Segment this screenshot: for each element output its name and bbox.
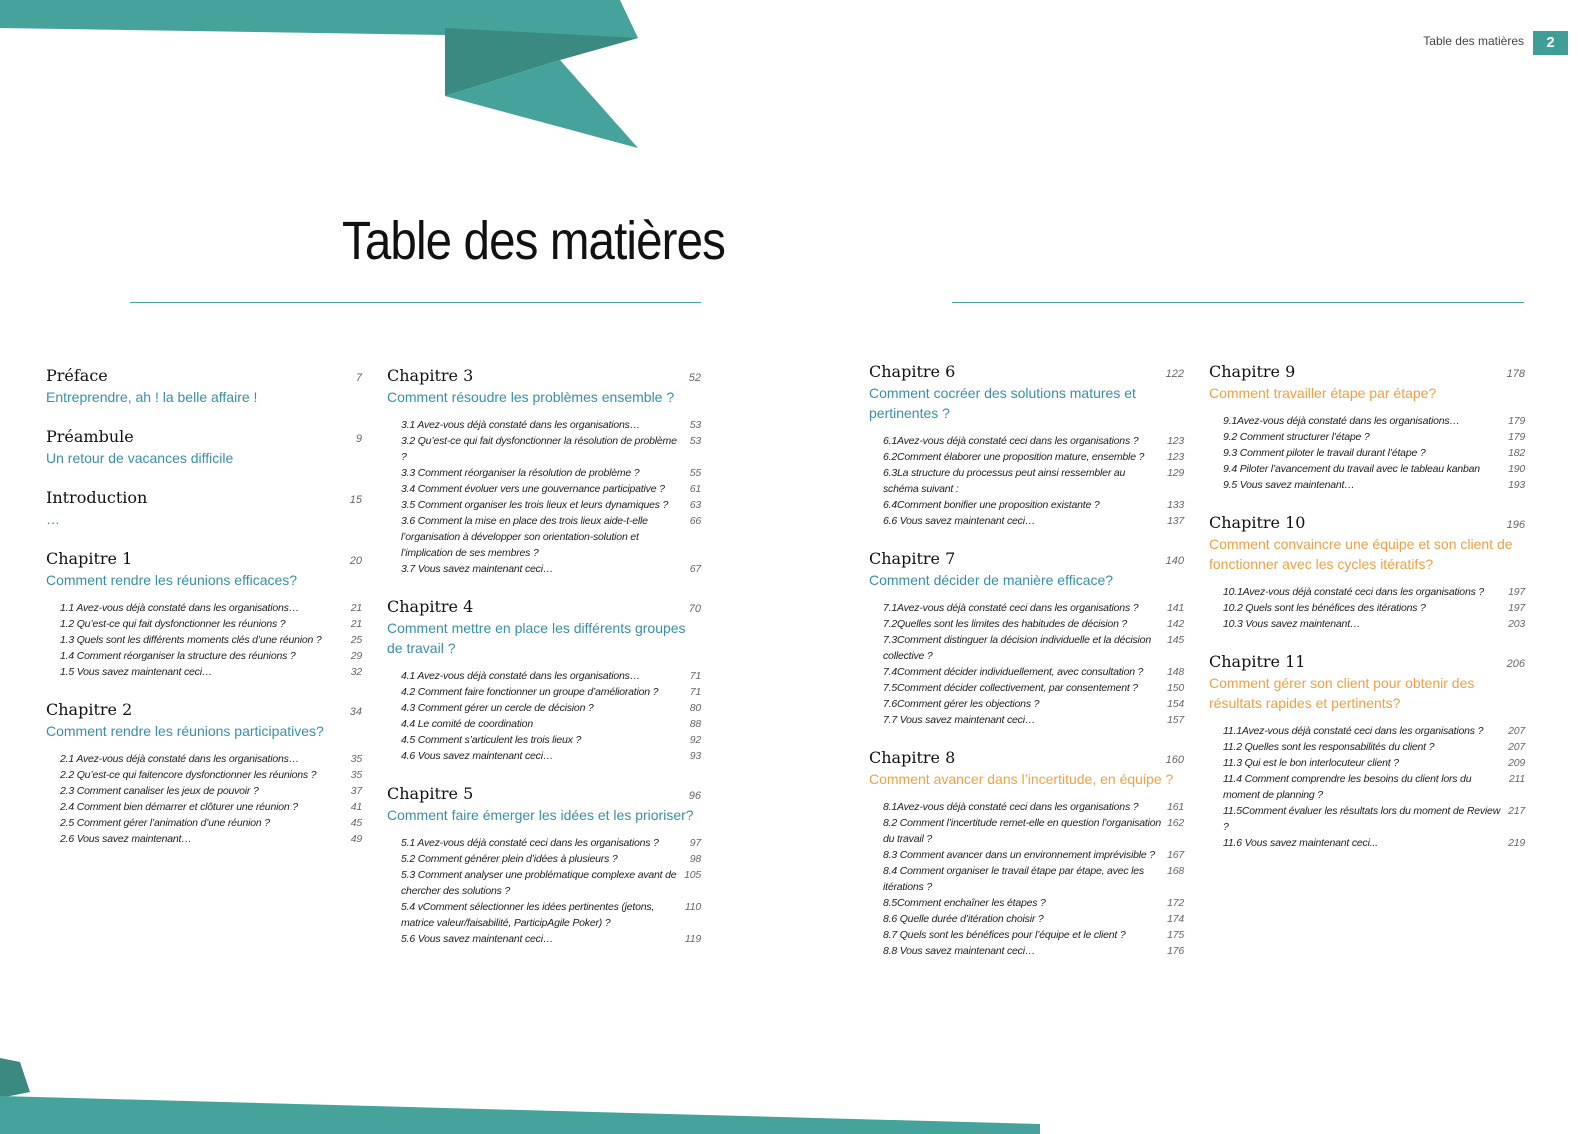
entry-page-number: 92 <box>689 734 701 746</box>
entry-title: 7.4Comment décider individuellement, avec consultation ? <box>883 666 1144 678</box>
entry-page-number: 190 <box>1508 463 1525 475</box>
section-page-number: 9 <box>355 433 362 445</box>
entry-title: 1.5 Vous savez maintenant ceci… <box>60 666 213 678</box>
entry-page-number: 197 <box>1508 586 1525 598</box>
entry-page-number: 55 <box>689 467 701 479</box>
page-number-badge: 2 <box>1533 31 1568 55</box>
toc-entry[interactable] <box>401 867 701 899</box>
section-heading <box>46 700 362 719</box>
entry-page-number: 133 <box>1167 499 1184 511</box>
section-subtitle[interactable]: Comment mettre en place les différents groupes de travail ? <box>387 620 686 656</box>
entry-page-number: 182 <box>1508 447 1525 459</box>
toc-section <box>869 362 1184 529</box>
entry-page-number: 53 <box>689 419 701 431</box>
toc-entry[interactable] <box>883 465 1184 497</box>
section-subtitle[interactable]: Comment décider de manière efficace? <box>869 572 1114 588</box>
entry-title: 1.2 Qu’est-ce qui fait dysfonctionner les réunions ? <box>60 618 286 630</box>
entry-page-number: 123 <box>1167 451 1184 463</box>
entry-page-number: 193 <box>1508 479 1525 491</box>
entry-title: 10.3 Vous savez maintenant… <box>1223 618 1361 630</box>
section-page-number: 34 <box>349 706 362 718</box>
toc-entry[interactable] <box>883 799 1184 815</box>
entry-title: 7.6Comment gérer les objections ? <box>883 698 1040 710</box>
toc-entry[interactable] <box>1223 803 1525 835</box>
entry-page-number: 35 <box>350 753 362 765</box>
entry-title: 11.5Comment évaluer les résultats lors du moment de Review ? <box>1223 805 1501 833</box>
entry-page-number: 129 <box>1167 467 1184 479</box>
entry-page-number: 93 <box>689 750 701 762</box>
toc-column-3 <box>869 362 1184 979</box>
section-page-number: 52 <box>688 372 701 384</box>
toc-entry[interactable] <box>1223 755 1525 771</box>
toc-entry[interactable] <box>1223 739 1525 755</box>
entry-page-number: 141 <box>1167 602 1184 614</box>
toc-entry[interactable] <box>60 831 362 847</box>
entry-title: 6.1Avez-vous déjà constaté ceci dans les organisations ? <box>883 435 1139 447</box>
entry-title: 2.6 Vous savez maintenant… <box>60 833 192 845</box>
toc-entry[interactable] <box>401 835 701 851</box>
section-subtitle[interactable]: Comment faire émerger les idées et les prioriser? <box>387 807 694 823</box>
toc-column-1 <box>46 366 362 867</box>
section-subtitle[interactable]: Comment rendre les réunions participatives? <box>46 723 324 739</box>
entry-page-number: 61 <box>689 483 701 495</box>
entry-page-number: 21 <box>350 618 362 630</box>
section-title[interactable]: Chapitre 5 <box>387 784 474 803</box>
section-subtitle[interactable]: Comment avancer dans l’incertitude, en équipe ? <box>869 771 1174 787</box>
toc-entry[interactable] <box>1223 461 1525 477</box>
toc-entry[interactable] <box>60 799 362 815</box>
entry-title: 5.2 Comment générer plein d’idées à plusieurs ? <box>401 853 618 865</box>
toc-entry[interactable] <box>883 632 1184 664</box>
entry-page-number: 209 <box>1508 757 1525 769</box>
entry-page-number: 97 <box>689 837 701 849</box>
section-page-number: 15 <box>349 494 362 506</box>
section-title[interactable]: Chapitre 4 <box>387 597 474 616</box>
toc-entry[interactable] <box>883 863 1184 895</box>
entry-page-number: 154 <box>1167 698 1184 710</box>
entry-page-number: 35 <box>350 769 362 781</box>
section-subtitle[interactable]: Entreprendre, ah ! la belle affaire ! <box>46 389 258 405</box>
section-subtitle[interactable]: Un retour de vacances difficile <box>46 450 234 466</box>
entry-page-number: 219 <box>1508 837 1525 849</box>
title-rule-left <box>130 302 701 303</box>
entry-title: 5.6 Vous savez maintenant ceci… <box>401 933 554 945</box>
toc-entry[interactable] <box>401 513 701 561</box>
section-heading <box>46 366 362 385</box>
toc-entry[interactable] <box>401 851 701 867</box>
toc-column-4 <box>1209 362 1525 871</box>
entry-page-number: 37 <box>350 785 362 797</box>
toc-entry[interactable] <box>1223 584 1525 600</box>
toc-entry[interactable] <box>1223 477 1525 493</box>
section-subtitle[interactable]: … <box>46 511 60 527</box>
entry-title: 4.4 Le comité de coordination <box>401 718 533 730</box>
entry-title: 8.7 Quels sont les bénéfices pour l’équipe et le client ? <box>883 929 1126 941</box>
section-heading <box>387 597 701 616</box>
section-title[interactable]: Chapitre 3 <box>387 366 474 385</box>
entry-page-number: 203 <box>1508 618 1525 630</box>
toc-entry[interactable] <box>401 561 701 577</box>
entry-page-number: 207 <box>1508 725 1525 737</box>
toc-entry[interactable] <box>883 680 1184 696</box>
entry-page-number: 179 <box>1508 431 1525 443</box>
entry-title: 11.2 Quelles sont les responsabilités du client ? <box>1223 741 1435 753</box>
section-subtitle[interactable]: Comment rendre les réunions efficaces? <box>46 572 298 588</box>
entry-page-number: 172 <box>1167 897 1184 909</box>
toc-section <box>1209 362 1525 493</box>
toc-entry[interactable] <box>401 700 701 716</box>
entry-list <box>869 433 1184 529</box>
running-header: Table des matières <box>1423 34 1524 48</box>
toc-entry[interactable] <box>883 696 1184 712</box>
entry-title: 9.4 Piloter l’avancement du travail avec le tableau kanban <box>1223 463 1480 475</box>
entry-page-number: 162 <box>1167 817 1184 829</box>
entry-page-number: 88 <box>689 718 701 730</box>
entry-title: 4.5 Comment s’articulent les trois lieux ? <box>401 734 582 746</box>
toc-entry[interactable] <box>883 815 1184 847</box>
toc-entry[interactable] <box>1223 835 1525 851</box>
entry-list <box>1209 723 1525 851</box>
section-heading <box>1209 362 1525 381</box>
section-subtitle[interactable]: Comment cocréer des solutions matures et pertinentes ? <box>869 385 1136 421</box>
section-page-number: 7 <box>355 372 362 384</box>
section-heading <box>869 362 1184 381</box>
section-page-number: 206 <box>1506 658 1525 670</box>
entry-page-number: 217 <box>1508 805 1525 817</box>
entry-title: 8.8 Vous savez maintenant ceci… <box>883 945 1036 957</box>
entry-title: 6.4Comment bonifier une proposition existante ? <box>883 499 1100 511</box>
toc-entry[interactable] <box>883 895 1184 911</box>
entry-page-number: 148 <box>1167 666 1184 678</box>
toc-section <box>46 488 362 529</box>
toc-column-2 <box>387 366 701 967</box>
entry-title: 8.5Comment enchaîner les étapes ? <box>883 897 1046 909</box>
toc-entry[interactable] <box>883 433 1184 449</box>
entry-page-number: 21 <box>350 602 362 614</box>
entry-page-number: 66 <box>689 515 701 527</box>
entry-title: 3.3 Comment réorganiser la résolution de problème ? <box>401 467 640 479</box>
entry-title: 8.6 Quelle durée d’itération choisir ? <box>883 913 1044 925</box>
entry-title: 6.2Comment élaborer une proposition mature, ensemble ? <box>883 451 1145 463</box>
section-title[interactable]: Introduction <box>46 488 148 507</box>
entry-title: 10.1Avez-vous déjà constaté ceci dans les organisations ? <box>1223 586 1484 598</box>
toc-entry[interactable] <box>60 783 362 799</box>
entry-title: 8.2 Comment l’incertitude remet-elle en question l’organisation du travail ? <box>883 817 1162 845</box>
toc-entry[interactable] <box>883 911 1184 927</box>
toc-entry[interactable] <box>883 927 1184 943</box>
entry-page-number: 80 <box>689 702 701 714</box>
toc-section <box>46 366 362 407</box>
entry-page-number: 211 <box>1508 773 1525 785</box>
toc-section <box>46 427 362 468</box>
page-title: Table des matières <box>342 211 726 271</box>
toc-entry[interactable] <box>60 815 362 831</box>
section-heading <box>1209 513 1525 532</box>
entry-list <box>46 600 362 680</box>
section-page-number: 178 <box>1506 368 1525 380</box>
entry-title: 7.1Avez-vous déjà constaté ceci dans les organisations ? <box>883 602 1139 614</box>
toc-entry[interactable] <box>401 481 701 497</box>
entry-list <box>387 417 701 577</box>
entry-page-number: 161 <box>1167 801 1184 813</box>
entry-page-number: 150 <box>1167 682 1184 694</box>
entry-page-number: 142 <box>1167 618 1184 630</box>
toc-entry[interactable] <box>401 497 701 513</box>
toc-section <box>1209 513 1525 632</box>
entry-page-number: 145 <box>1167 634 1184 646</box>
entry-page-number: 71 <box>689 670 701 682</box>
entry-title: 4.6 Vous savez maintenant ceci… <box>401 750 554 762</box>
toc-section <box>387 784 701 947</box>
toc-entry[interactable] <box>883 497 1184 513</box>
section-page-number: 122 <box>1165 368 1184 380</box>
entry-page-number: 207 <box>1508 741 1525 753</box>
entry-title: 10.2 Quels sont les bénéfices des itérations ? <box>1223 602 1426 614</box>
entry-title: 4.1 Avez-vous déjà constaté dans les organisations… <box>401 670 641 682</box>
toc-section <box>46 549 362 680</box>
toc-section <box>387 597 701 764</box>
toc-section <box>387 366 701 577</box>
toc-entry[interactable] <box>401 716 701 732</box>
entry-title: 11.4 Comment comprendre les besoins du client lors du moment de planning ? <box>1223 773 1472 801</box>
entry-page-number: 137 <box>1167 515 1184 527</box>
toc-entry[interactable] <box>401 417 701 433</box>
toc-entry[interactable] <box>401 684 701 700</box>
entry-title: 1.1 Avez-vous déjà constaté dans les organisations… <box>60 602 300 614</box>
entry-title: 1.3 Quels sont les différents moments clés d’une réunion ? <box>60 634 322 646</box>
entry-page-number: 123 <box>1167 435 1184 447</box>
entry-title: 4.3 Comment gérer un cercle de décision ? <box>401 702 594 714</box>
section-page-number: 20 <box>349 555 362 567</box>
entry-title: 9.1Avez-vous déjà constaté dans les organisations… <box>1223 415 1460 427</box>
section-subtitle[interactable]: Comment résoudre les problèmes ensemble ? <box>387 389 675 405</box>
entry-title: 1.4 Comment réorganiser la structure des réunions ? <box>60 650 296 662</box>
entry-page-number: 32 <box>350 666 362 678</box>
toc-entry[interactable] <box>401 899 701 931</box>
entry-page-number: 105 <box>684 869 701 881</box>
toc-section <box>869 549 1184 728</box>
entry-title: 9.2 Comment structurer l’étape ? <box>1223 431 1370 443</box>
entry-page-number: 119 <box>684 933 701 945</box>
entry-title: 3.1 Avez-vous déjà constaté dans les organisations… <box>401 419 641 431</box>
entry-title: 5.3 Comment analyser une problématique complexe avant de chercher des solutions ? <box>401 869 677 897</box>
entry-page-number: 179 <box>1508 415 1525 427</box>
section-subtitle[interactable]: Comment gérer son client pour obtenir des résultats rapides et pertinents? <box>1209 675 1475 711</box>
toc-entry[interactable] <box>60 664 362 680</box>
section-heading <box>387 784 701 803</box>
entry-title: 3.2 Qu’est-ce qui fait dysfonctionner la résolution de problème ? <box>401 435 677 463</box>
section-subtitle[interactable]: Comment travailler étape par étape? <box>1209 385 1437 401</box>
toc-entry[interactable] <box>60 767 362 783</box>
section-page-number: 96 <box>688 790 701 802</box>
entry-page-number: 167 <box>1167 849 1184 861</box>
section-page-number: 160 <box>1165 754 1184 766</box>
entry-title: 3.7 Vous savez maintenant ceci… <box>401 563 554 575</box>
toc-entry[interactable] <box>401 668 701 684</box>
entry-title: 2.2 Qu’est-ce qui faitencore dysfonctionner les réunions ? <box>60 769 317 781</box>
toc-entry[interactable] <box>401 732 701 748</box>
section-title[interactable]: Chapitre 10 <box>1209 513 1306 532</box>
toc-entry[interactable] <box>60 751 362 767</box>
entry-list <box>387 668 701 764</box>
entry-page-number: 63 <box>689 499 701 511</box>
entry-title: 2.3 Comment canaliser les jeux de pouvoir ? <box>60 785 259 797</box>
toc-entry[interactable] <box>883 712 1184 728</box>
section-heading <box>1209 652 1525 671</box>
section-title[interactable]: Chapitre 11 <box>1209 652 1306 671</box>
entry-title: 4.2 Comment faire fonctionner un groupe d’amélioration ? <box>401 686 659 698</box>
toc-entry[interactable] <box>883 664 1184 680</box>
entry-page-number: 53 <box>689 435 701 447</box>
entry-title: 2.5 Comment gérer l’animation d’une réunion ? <box>60 817 270 829</box>
section-page-number: 140 <box>1165 555 1184 567</box>
entry-title: 2.4 Comment bien démarrer et clôturer une réunion ? <box>60 801 298 813</box>
toc-entry[interactable] <box>60 648 362 664</box>
entry-title: 3.5 Comment organiser les trois lieux et leurs dynamiques ? <box>401 499 669 511</box>
entry-page-number: 25 <box>350 634 362 646</box>
toc-section <box>46 700 362 847</box>
entry-title: 7.2Quelles sont les limites des habitudes de décision ? <box>883 618 1128 630</box>
entry-title: 9.5 Vous savez maintenant… <box>1223 479 1355 491</box>
entry-title: 7.3Comment distinguer la décision individuelle et la décision collective ? <box>883 634 1151 662</box>
title-rule-right <box>952 302 1524 303</box>
entry-page-number: 176 <box>1167 945 1184 957</box>
section-title[interactable]: Chapitre 7 <box>869 549 956 568</box>
section-title[interactable]: Chapitre 1 <box>46 549 133 568</box>
entry-title: 3.4 Comment évoluer vers une gouvernance participative ? <box>401 483 665 495</box>
toc-entry[interactable] <box>1223 445 1525 461</box>
entry-title: 8.1Avez-vous déjà constaté ceci dans les organisations ? <box>883 801 1139 813</box>
entry-page-number: 168 <box>1167 865 1184 877</box>
entry-page-number: 41 <box>350 801 362 813</box>
section-subtitle[interactable]: Comment convaincre une équipe et son client de fonctionner avec les cycles itératifs? <box>1209 536 1513 572</box>
entry-page-number: 45 <box>350 817 362 829</box>
section-title[interactable]: Chapitre 6 <box>869 362 956 381</box>
toc-entry[interactable] <box>1223 771 1525 803</box>
toc-entry[interactable] <box>883 513 1184 529</box>
entry-title: 11.3 Qui est le bon interlocuteur client ? <box>1223 757 1399 769</box>
entry-page-number: 49 <box>350 833 362 845</box>
entry-title: 11.1Avez-vous déjà constaté ceci dans les organisations ? <box>1223 725 1484 737</box>
section-title[interactable]: Préambule <box>46 427 134 446</box>
entry-title: 5.1 Avez-vous déjà constaté ceci dans les organisations ? <box>401 837 659 849</box>
toc-section <box>1209 652 1525 851</box>
toc-entry[interactable] <box>1223 429 1525 445</box>
section-heading <box>46 549 362 568</box>
toc-section <box>869 748 1184 959</box>
toc-entry[interactable] <box>401 433 701 465</box>
toc-entry[interactable] <box>1223 723 1525 739</box>
entry-page-number: 98 <box>689 853 701 865</box>
toc-entry[interactable] <box>883 616 1184 632</box>
section-page-number: 70 <box>688 603 701 615</box>
entry-title: 11.6 Vous savez maintenant ceci... <box>1223 837 1378 849</box>
section-heading <box>46 427 362 446</box>
toc-entry[interactable] <box>1223 616 1525 632</box>
entry-title: 7.7 Vous savez maintenant ceci… <box>883 714 1036 726</box>
section-heading <box>869 748 1184 767</box>
entry-page-number: 174 <box>1167 913 1184 925</box>
section-title[interactable]: Préface <box>46 366 108 385</box>
section-heading <box>387 366 701 385</box>
entry-title: 5.4 vComment sélectionner les idées pertinentes (jetons, matrice valeur/faisabilité, ParticipAgile Poker) ? <box>401 901 655 929</box>
toc-entry[interactable] <box>883 847 1184 863</box>
entry-page-number: 197 <box>1508 602 1525 614</box>
entry-page-number: 157 <box>1167 714 1184 726</box>
toc-entry[interactable] <box>883 449 1184 465</box>
toc-entry[interactable] <box>60 632 362 648</box>
entry-title: 3.6 Comment la mise en place des trois lieux aide-t-elle l’organisation à développer son orientation-solution et l’implication de ses membres ? <box>401 515 648 559</box>
toc-entry[interactable] <box>883 943 1184 959</box>
entry-list <box>1209 584 1525 632</box>
toc-entry[interactable] <box>401 931 701 947</box>
entry-list <box>46 751 362 847</box>
section-heading <box>869 549 1184 568</box>
toc-entry[interactable] <box>1223 413 1525 429</box>
entry-page-number: 110 <box>684 901 701 913</box>
entry-page-number: 71 <box>689 686 701 698</box>
section-title[interactable]: Chapitre 8 <box>869 748 956 767</box>
entry-page-number: 29 <box>350 650 362 662</box>
toc-entry[interactable] <box>60 600 362 616</box>
entry-title: 8.4 Comment organiser le travail étape par étape, avec les itérations ? <box>883 865 1144 893</box>
entry-title: 6.6 Vous savez maintenant ceci… <box>883 515 1036 527</box>
entry-list <box>387 835 701 947</box>
section-page-number: 196 <box>1506 519 1525 531</box>
toc-entry[interactable] <box>60 616 362 632</box>
entry-title: 2.1 Avez-vous déjà constaté dans les organisations… <box>60 753 300 765</box>
entry-page-number: 175 <box>1167 929 1184 941</box>
entry-title: 6.3La structure du processus peut ainsi ressembler au schéma suivant : <box>883 467 1126 495</box>
entry-title: 9.3 Comment piloter le travail durant l’étape ? <box>1223 447 1426 459</box>
entry-title: 8.3 Comment avancer dans un environnement imprévisible ? <box>883 849 1155 861</box>
toc-entry[interactable] <box>1223 600 1525 616</box>
entry-list <box>869 799 1184 959</box>
toc-entry[interactable] <box>883 600 1184 616</box>
toc-entry[interactable] <box>401 748 701 764</box>
entry-title: 7.5Comment décider collectivement, par consentement ? <box>883 682 1138 694</box>
section-title[interactable]: Chapitre 2 <box>46 700 133 719</box>
entry-list <box>1209 413 1525 493</box>
section-heading <box>46 488 362 507</box>
toc-entry[interactable] <box>401 465 701 481</box>
entry-page-number: 67 <box>689 563 701 575</box>
section-title[interactable]: Chapitre 9 <box>1209 362 1296 381</box>
entry-list <box>869 600 1184 728</box>
